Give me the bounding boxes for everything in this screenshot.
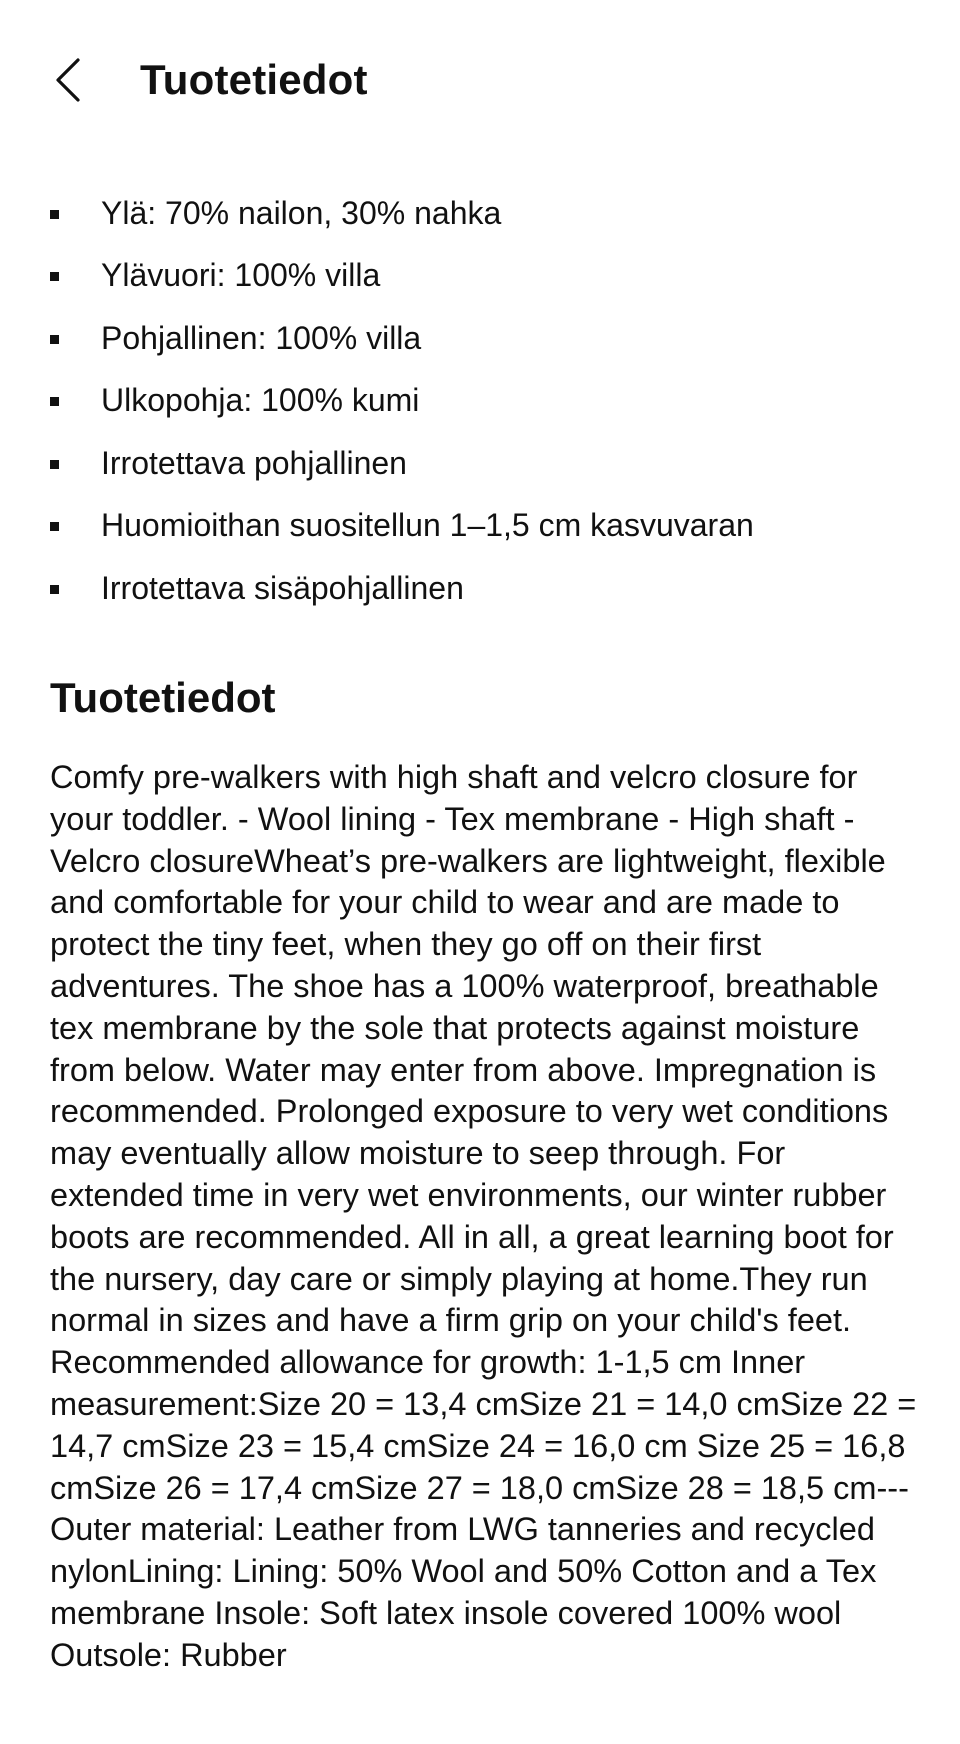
top-app-bar	[0, 0, 960, 160]
chevron-left-icon	[53, 57, 83, 103]
bullet-icon	[50, 397, 59, 406]
list-item-text: Irrotettava pohjallinen	[101, 444, 407, 481]
list-item	[50, 182, 930, 245]
bullet-icon	[50, 210, 59, 219]
list-item-text: Ylä: 70% nailon, 30% nahka	[101, 194, 502, 231]
page-title: Tuotetiedot	[140, 56, 368, 103]
list-item-text: Ylävuori: 100% villa	[101, 257, 381, 294]
list-item-text: Pohjallinen: 100% villa	[101, 319, 422, 356]
list-item	[50, 370, 930, 433]
list-item-text: Ulkopohja: 100% kumi	[101, 382, 420, 419]
product-description: Comfy pre-walkers with high shaft and velcro closure for your toddler. - Wool lining - Tex membrane - High shaft - Velcro closureWheat’s pre-walkers are lightweight, flexible and comfortable for your child to wear and are made to protect the tiny feet, when they go off on their first adventures. The shoe has a 100% waterproof, breathable tex membrane by the sole that protects against moisture from below. Water may enter from above. Impregnation is recommended. Prolonged exposure to very wet conditions may eventually allow moisture to seep through. For extended time in very wet environments, our winter rubber boots are recommended. All in all, a great learning boot for the nursery, day care or simply playing at home.They run normal in sizes and have a firm grip on your child's feet. Recommended allowance for growth: 1-1,5 cm Inner measurement:Size 20 = 13,4 cmSize 21 = 14,0 cmSize 22 = 14,7 cmSize 23 = 15,4 cmSize 24 = 16,0 cm Size 25 = 16,8 cmSize 26 = 17,4 cmSize 27 = 18,0 cmSize 28 = 18,5 cm---Outer material: Leather from LWG tanneries and recycled nylonLining: Lining: 50% Wool and 50% Cotton and a Tex membrane Insole: Soft latex insole covered 100% wool Outsole: Rubber	[50, 759, 917, 1673]
list-item	[50, 245, 930, 308]
list-item-text: Irrotettava sisäpohjallinen	[101, 569, 464, 606]
back-button[interactable]	[40, 48, 96, 112]
bullet-icon	[50, 585, 59, 594]
section-title: Tuotetiedot	[50, 674, 276, 721]
bullet-icon	[50, 522, 59, 531]
list-item	[50, 495, 930, 558]
list-item-text: Huomioithan suositellun 1–1,5 cm kasvuvaran	[101, 507, 754, 544]
bullet-icon	[50, 460, 59, 469]
bullet-icon	[50, 335, 59, 344]
list-item	[50, 432, 930, 495]
list-item	[50, 307, 930, 370]
feature-list	[50, 182, 930, 620]
bullet-icon	[50, 272, 59, 281]
list-item	[50, 557, 930, 620]
